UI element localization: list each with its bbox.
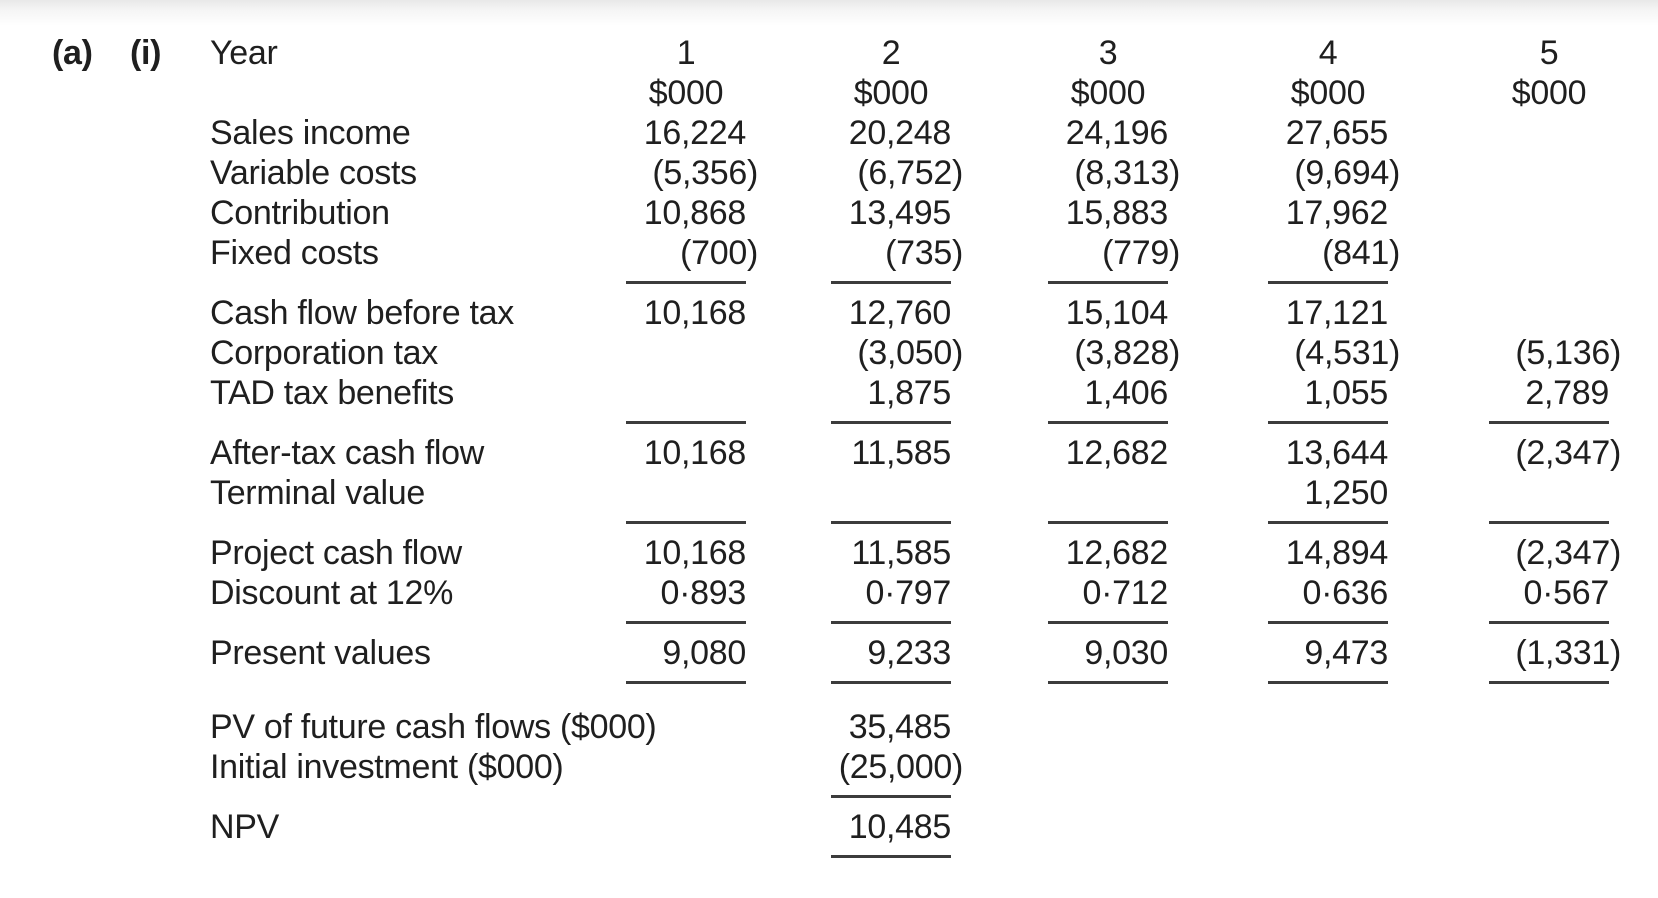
value-cell: (2,347) xyxy=(1515,534,1621,572)
value-cell: 2,789 xyxy=(1525,374,1609,412)
row-variable-costs xyxy=(0,153,1658,193)
summary-label: Initial investment ($000) xyxy=(210,748,564,786)
sum-rule xyxy=(1489,521,1609,524)
sum-rule xyxy=(1268,421,1388,424)
value-cell: 1,875 xyxy=(867,374,951,412)
sum-rule xyxy=(1048,621,1168,624)
row-label: Terminal value xyxy=(210,474,426,512)
year-2-header: 2 xyxy=(881,34,901,72)
value-cell: 24,196 xyxy=(1065,114,1168,152)
row-label: Corporation tax xyxy=(210,334,438,372)
row-fixed-costs xyxy=(0,233,1658,273)
value-cell: (9,694) xyxy=(1294,154,1400,192)
value-cell: 13,495 xyxy=(848,194,951,232)
value-cell: 10,168 xyxy=(643,434,746,472)
row-label: Contribution xyxy=(210,194,390,232)
sum-rule xyxy=(831,281,951,284)
year-3-header: 3 xyxy=(1098,34,1118,72)
row-cash-flow-before-tax xyxy=(0,293,1658,333)
value-cell: 11,585 xyxy=(851,434,951,472)
value-cell: 0·797 xyxy=(865,574,951,612)
value-cell: 1,250 xyxy=(1304,474,1388,512)
row-present-values xyxy=(0,633,1658,673)
subtotal-rule-row xyxy=(0,413,1658,433)
value-cell: 20,248 xyxy=(848,114,951,152)
unit-header-2: $000 xyxy=(853,74,929,112)
value-cell: (6,752) xyxy=(857,154,963,192)
row-label: Variable costs xyxy=(210,154,417,192)
sum-rule xyxy=(626,281,746,284)
value-cell: 1,406 xyxy=(1084,374,1168,412)
summary-value: 35,485 xyxy=(848,708,951,746)
value-cell: 10,168 xyxy=(643,534,746,572)
sum-rule xyxy=(831,855,951,858)
npv-rule-row xyxy=(0,787,1658,807)
value-cell: 17,121 xyxy=(1285,294,1388,332)
sum-rule xyxy=(831,795,951,798)
unit-header-1: $000 xyxy=(648,74,724,112)
value-cell: 9,233 xyxy=(867,634,951,672)
unit-header-3: $000 xyxy=(1070,74,1146,112)
row-npv xyxy=(0,807,1658,847)
row-tad-tax-benefits xyxy=(0,373,1658,413)
table-header-row xyxy=(0,33,1658,73)
unit-header-4: $000 xyxy=(1290,74,1366,112)
value-cell: (3,050) xyxy=(857,334,963,372)
row-label: Cash flow before tax xyxy=(210,294,514,332)
sum-rule xyxy=(831,621,951,624)
row-corporation-tax xyxy=(0,333,1658,373)
row-initial-investment xyxy=(0,747,1658,787)
value-cell: 15,883 xyxy=(1065,194,1168,232)
value-cell: 17,962 xyxy=(1285,194,1388,232)
value-cell: 0·893 xyxy=(660,574,746,612)
unit-header-5: $000 xyxy=(1511,74,1587,112)
row-sales-income xyxy=(0,113,1658,153)
value-cell: 0·567 xyxy=(1523,574,1609,612)
subtotal-rule-row xyxy=(0,613,1658,633)
row-contribution xyxy=(0,193,1658,233)
value-cell: (5,136) xyxy=(1515,334,1621,372)
summary-label: NPV xyxy=(210,808,280,846)
year-column-header: Year xyxy=(210,34,278,72)
subtotal-rule-row xyxy=(0,273,1658,293)
year-1-header: 1 xyxy=(676,34,696,72)
sub-part-label: (i) xyxy=(130,34,162,72)
value-cell: (841) xyxy=(1322,234,1400,272)
sum-rule xyxy=(1268,681,1388,684)
value-cell: 27,655 xyxy=(1285,114,1388,152)
year-4-header: 4 xyxy=(1318,34,1338,72)
row-label: TAD tax benefits xyxy=(210,374,455,412)
row-label: Sales income xyxy=(210,114,411,152)
sum-rule xyxy=(1489,421,1609,424)
value-cell: (8,313) xyxy=(1074,154,1180,192)
value-cell: (700) xyxy=(680,234,758,272)
row-terminal-value xyxy=(0,473,1658,513)
value-cell: 16,224 xyxy=(643,114,746,152)
sum-rule xyxy=(1268,281,1388,284)
sum-rule xyxy=(1268,621,1388,624)
row-pv-of-future-cash-flows xyxy=(0,707,1658,747)
value-cell: (779) xyxy=(1102,234,1180,272)
sum-rule xyxy=(626,621,746,624)
value-cell: 14,894 xyxy=(1285,534,1388,572)
sum-rule xyxy=(626,421,746,424)
value-cell: 0·712 xyxy=(1082,574,1168,612)
value-cell: 12,760 xyxy=(848,294,951,332)
section-gap xyxy=(0,693,1658,707)
sum-rule xyxy=(1489,681,1609,684)
row-label: Discount at 12% xyxy=(210,574,454,612)
row-discount-factor xyxy=(0,573,1658,613)
sum-rule xyxy=(626,681,746,684)
sum-rule xyxy=(1048,281,1168,284)
sum-rule xyxy=(831,421,951,424)
subtotal-rule-row xyxy=(0,513,1658,533)
sum-rule xyxy=(1048,521,1168,524)
value-cell: (735) xyxy=(885,234,963,272)
row-label: Project cash flow xyxy=(210,534,462,572)
year-5-header: 5 xyxy=(1539,34,1559,72)
units-row xyxy=(0,73,1658,113)
value-cell: (1,331) xyxy=(1515,634,1621,672)
value-cell: 11,585 xyxy=(851,534,951,572)
sum-rule xyxy=(1048,421,1168,424)
value-cell: (5,356) xyxy=(652,154,758,192)
row-project-cash-flow xyxy=(0,533,1658,573)
row-label: Present values xyxy=(210,634,431,672)
row-label: Fixed costs xyxy=(210,234,379,272)
sum-rule xyxy=(626,521,746,524)
sum-rule xyxy=(831,681,951,684)
npv-rule-row xyxy=(0,847,1658,867)
value-cell: (2,347) xyxy=(1515,434,1621,472)
part-label: (a) xyxy=(52,34,93,72)
row-after-tax-cash-flow xyxy=(0,433,1658,473)
value-cell: 9,473 xyxy=(1304,634,1388,672)
value-cell: 12,682 xyxy=(1065,534,1168,572)
value-cell: 1,055 xyxy=(1304,374,1388,412)
summary-value: (25,000) xyxy=(838,748,963,786)
summary-label: PV of future cash flows ($000) xyxy=(210,708,657,746)
value-cell: 9,030 xyxy=(1084,634,1168,672)
value-cell: 9,080 xyxy=(662,634,746,672)
total-rule-row xyxy=(0,673,1658,693)
value-cell: 12,682 xyxy=(1065,434,1168,472)
row-label: After-tax cash flow xyxy=(210,434,484,472)
value-cell: 10,868 xyxy=(643,194,746,232)
sum-rule xyxy=(1048,681,1168,684)
value-cell: 15,104 xyxy=(1065,294,1168,332)
value-cell: (4,531) xyxy=(1294,334,1400,372)
sum-rule xyxy=(1489,621,1609,624)
sum-rule xyxy=(1268,521,1388,524)
value-cell: (3,828) xyxy=(1074,334,1180,372)
sum-rule xyxy=(831,521,951,524)
value-cell: 0·636 xyxy=(1302,574,1388,612)
value-cell: 10,168 xyxy=(643,294,746,332)
value-cell: 13,644 xyxy=(1285,434,1388,472)
summary-value: 10,485 xyxy=(848,808,951,846)
